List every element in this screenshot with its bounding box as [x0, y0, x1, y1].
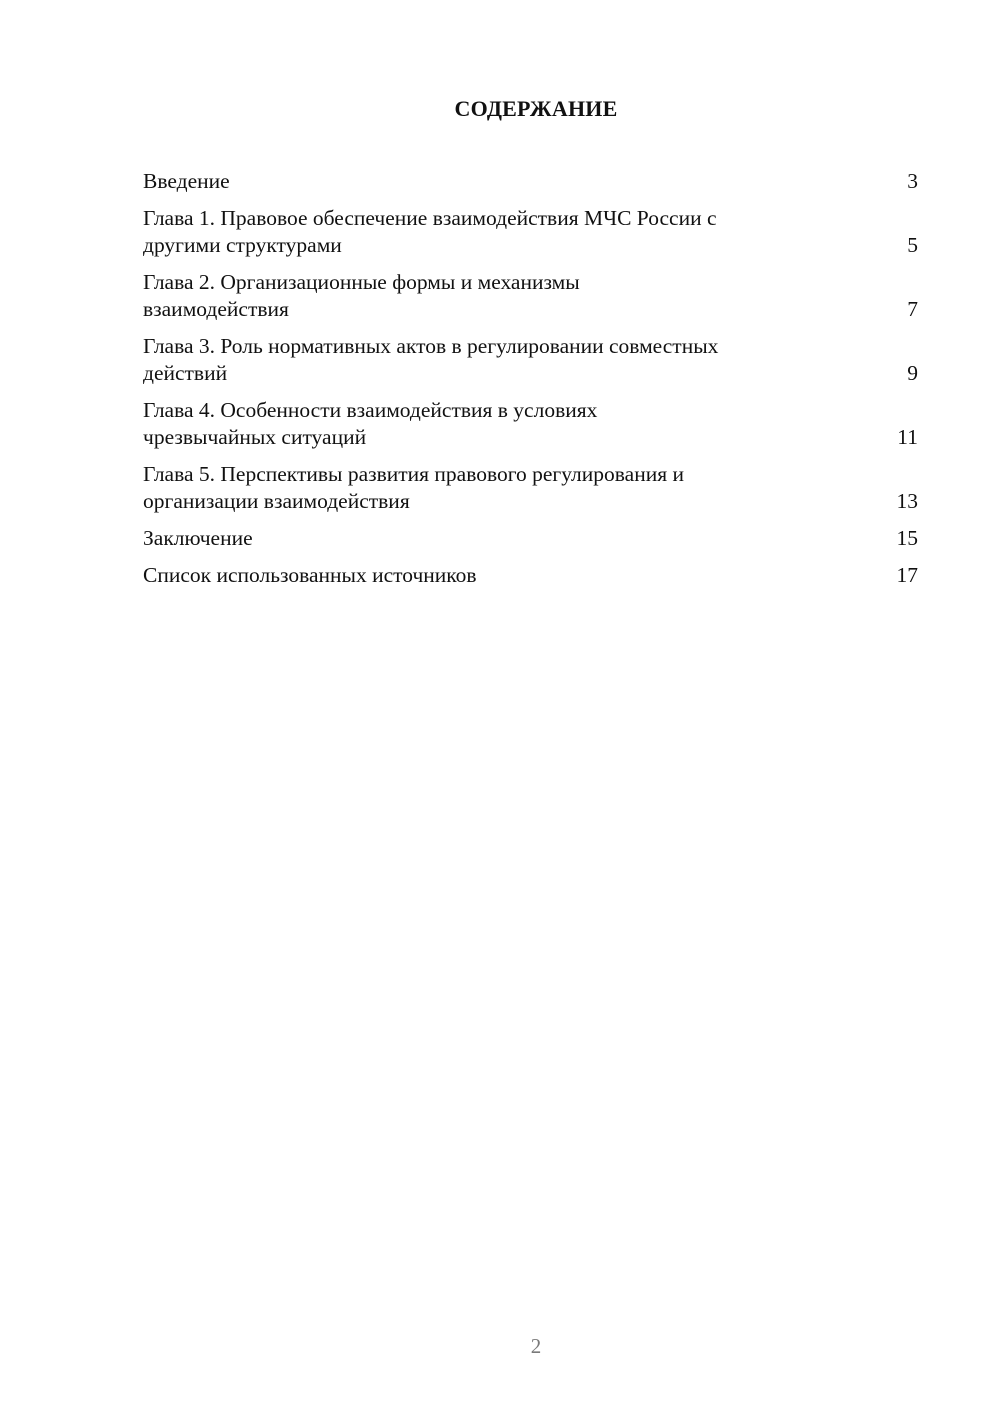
toc-entry-label-line-2: действий [143, 361, 228, 385]
toc-entry-conclusion [143, 525, 918, 552]
toc-entry-label-line-1: Глава 1. Правовое обеспечение взаимодействия МЧС России с [143, 206, 717, 230]
toc-entry-label-line-1: Глава 2. Организационные формы и механизмы [143, 270, 580, 294]
toc-entry-label [143, 205, 823, 259]
toc-entry-label: Список использованных источников [143, 563, 477, 587]
toc-entry-label [143, 269, 823, 323]
toc-entry-label [143, 397, 823, 451]
toc-entry-page: 13 [896, 489, 918, 513]
toc-entry-chapter-5 [143, 461, 918, 515]
table-of-contents [143, 168, 918, 599]
toc-entry-page: 11 [897, 425, 918, 449]
toc-entry-label [143, 461, 823, 515]
toc-entry-chapter-2 [143, 269, 918, 323]
toc-entry-page: 15 [896, 526, 918, 550]
toc-entry-label-line-1: Глава 4. Особенности взаимодействия в условиях [143, 398, 598, 422]
page-number: 2 [530, 1334, 542, 1358]
toc-entry-label-line-2: взаимодействия [143, 297, 289, 321]
toc-entry-label-line-1: Глава 3. Роль нормативных актов в регулировании совместных [143, 334, 719, 358]
toc-entry-page: 3 [907, 169, 918, 193]
toc-entry-page: 17 [896, 563, 918, 587]
toc-entry-label: Заключение [143, 526, 253, 550]
toc-entry-label-line-2: чрезвычайных ситуаций [143, 425, 367, 449]
toc-entry-label: Введение [143, 169, 230, 193]
toc-entry-chapter-3 [143, 333, 918, 387]
toc-entry-introduction [143, 168, 918, 195]
toc-entry-chapter-4 [143, 397, 918, 451]
toc-entry-label-line-2: организации взаимодействия [143, 489, 410, 513]
toc-entry-references [143, 562, 918, 589]
page-title: СОДЕРЖАНИЕ [454, 96, 618, 121]
toc-entry-chapter-1 [143, 205, 918, 259]
toc-entry-page: 9 [907, 361, 918, 385]
toc-entry-label-line-1: Глава 5. Перспективы развития правового регулирования и [143, 462, 684, 486]
toc-entry-page: 7 [907, 297, 918, 321]
toc-entry-page: 5 [907, 233, 918, 257]
toc-entry-label-line-2: другими структурами [143, 233, 342, 257]
toc-entry-label [143, 333, 823, 387]
